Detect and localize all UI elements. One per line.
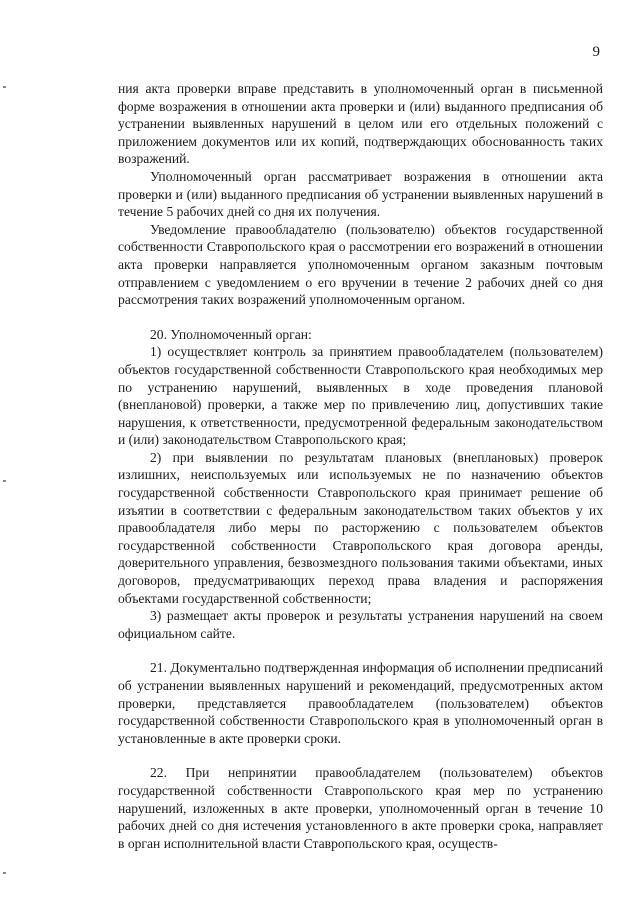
clause-20-item-3: 3) размещает акты проверок и результаты устранения нарушений на своем официальном сайте. xyxy=(118,608,603,641)
clause-22: 22. При непринятии правообладателем (пользователем) объектов государственной собственности Ставропольского края мер по устранению нарушений, изложенных в акте проверки, уполномоченный орган в течение 10 рабочих дней со дня истечения установленного в акте проверки срока, направляет в орган исполнительной власти Ставропольского края, осуществ- xyxy=(118,765,603,851)
page-number: 9 xyxy=(592,44,600,60)
scan-mark xyxy=(3,872,6,874)
clause-21: 21. Документально подтвержденная информация об исполнении предписаний об устранении выявленных нарушений и рекомендаций, предусмотренных актом проверки, представляется правообладателем (пользователем) объектов государственной собственности Ставропольского края в уполномоченный орган в установленные в акте проверки сроки. xyxy=(118,660,603,746)
clause-20-item-1: 1) осуществляет контроль за принятием правообладателем (пользователем) объектов государственной собственности Ставропольского края необходимых мер по устранению нарушений, выявленных в ходе проведения плановой (внеплановой) проверки, а также мер по привлечению лиц, допустивших такие нарушения, к ответственности, предусмотренной федеральным законодательством и (или) законодательством Ставропольского края; xyxy=(118,344,603,448)
clause-20-item-2: 2) при выявлении по результатам плановых (внеплановых) проверок излишних, неиспользуемых или используемых не по назначению объектов государственной собственности Ставропольского края принимает решение об изъятии в соответствии с федеральным законодательством таких объектов у их правообладателя либо меры по расторжению с пользователем объектов государственной собственности Ставропольского края договора аренды, доверительного управления, безвозмездного пользования такими объектами, иных договоров, предусматривающих переход права владения и распоряжения объектами государственной собственности; xyxy=(118,449,603,606)
paragraph-notification: Уведомление правообладателю (пользователю) объектов государственной собственности Ставропольского края о рассмотрении его возражений в отношении акта проверки направляется уполномоченным органом заказным почтовым отправлением с уведомлением о его вручении в течение 2 рабочих дней со дня рассмотрения таких возражений уполномоченным органом. xyxy=(118,221,603,308)
paragraph-continuation: ния акта проверки вправе представить в уполномоченный орган в письменной форме возражения в отношении акта проверки и (или) выданного предписания об устранении выявленных нарушений в целом или его отдельных положений с приложением документов или их копий, подтверждающих обоснованность таких возражений. xyxy=(118,81,603,167)
scan-mark xyxy=(3,480,6,482)
paragraph-objections-review: Уполномоченный орган рассматривает возражения в отношении акта проверки и (или) выданного предписания об устранении выявленных нарушений в течение 5 рабочих дней со дня их получения. xyxy=(118,168,603,220)
clause-20-heading: 20. Уполномоченный орган: xyxy=(150,326,312,342)
scan-mark xyxy=(3,86,6,88)
document-body xyxy=(118,80,603,852)
